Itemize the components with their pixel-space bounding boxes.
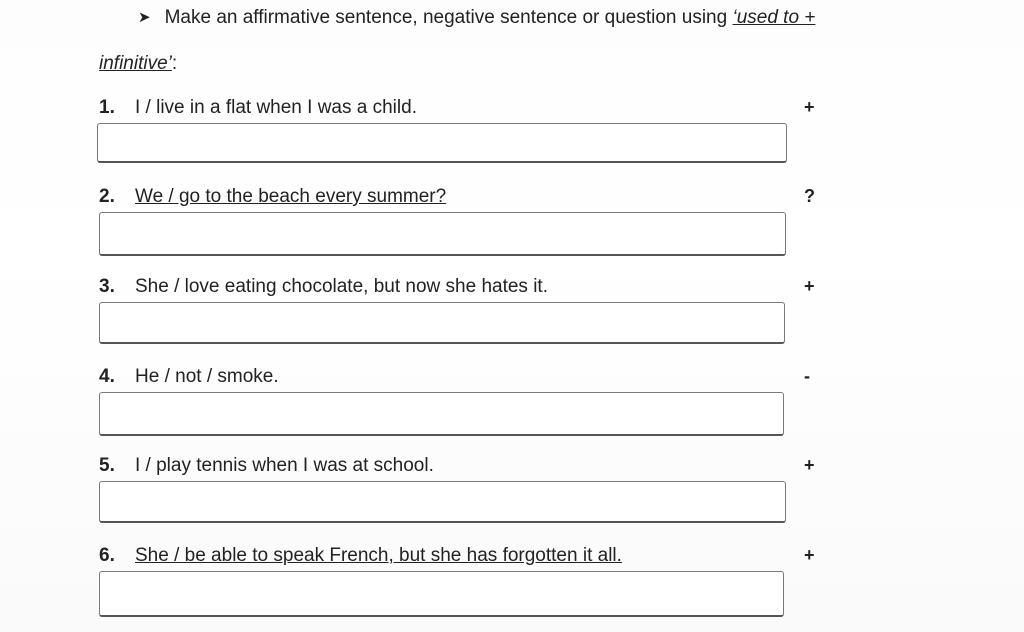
- item-prompt: [99, 545, 819, 571]
- exercise-item-6: [99, 545, 819, 617]
- answer-box-3[interactable]: [99, 302, 785, 344]
- instruction-quoted-part-1: ‘used to +: [732, 7, 816, 28]
- answer-box-5[interactable]: [99, 481, 786, 523]
- item-sign: +: [804, 97, 815, 117]
- exercise-item-4: [99, 366, 819, 436]
- item-prompt-text: He / not / smoke.: [135, 366, 279, 387]
- item-prompt: [99, 186, 819, 212]
- item-sign: +: [804, 276, 815, 296]
- item-number: 5.: [99, 455, 115, 476]
- item-prompt: [99, 276, 819, 302]
- item-prompt-text: I / play tennis when I was at school.: [135, 455, 434, 476]
- item-prompt: [99, 366, 819, 392]
- item-sign: ?: [804, 186, 815, 206]
- item-prompt-text: She / be able to speak French, but she has forgotten it all.: [135, 545, 622, 566]
- answer-box-6[interactable]: [99, 571, 784, 617]
- exercise-item-1: [99, 97, 819, 163]
- item-prompt-text: She / love eating chocolate, but now she hates it.: [135, 276, 548, 297]
- item-sign: +: [804, 455, 815, 475]
- item-prompt-text: I / live in a flat when I was a child.: [135, 97, 417, 118]
- instruction-colon: :: [171, 53, 178, 74]
- instruction-line-1: [138, 7, 815, 29]
- exercise-item-3: [99, 276, 819, 344]
- arrow-bullet-icon: ➤: [138, 9, 151, 26]
- instruction-line-2: [99, 53, 177, 75]
- item-number: 4.: [99, 366, 115, 387]
- item-sign: -: [804, 366, 810, 386]
- item-sign: +: [804, 545, 815, 565]
- answer-box-4[interactable]: [99, 392, 784, 436]
- item-number: 3.: [99, 276, 115, 297]
- item-prompt: [99, 455, 819, 481]
- item-prompt: [99, 97, 819, 123]
- item-number: 1.: [99, 97, 115, 118]
- exercise-item-2: [99, 186, 819, 256]
- instruction-text: Make an affirmative sentence, negative sentence or question using: [164, 7, 733, 28]
- answer-box-1[interactable]: [97, 123, 787, 163]
- item-number: 2.: [99, 186, 115, 207]
- answer-box-2[interactable]: [99, 212, 786, 256]
- exercise-item-5: [99, 455, 819, 523]
- item-prompt-text: We / go to the beach every summer?: [135, 186, 447, 207]
- item-number: 6.: [99, 545, 115, 566]
- instruction-quoted-part-2: infinitive’: [99, 53, 172, 74]
